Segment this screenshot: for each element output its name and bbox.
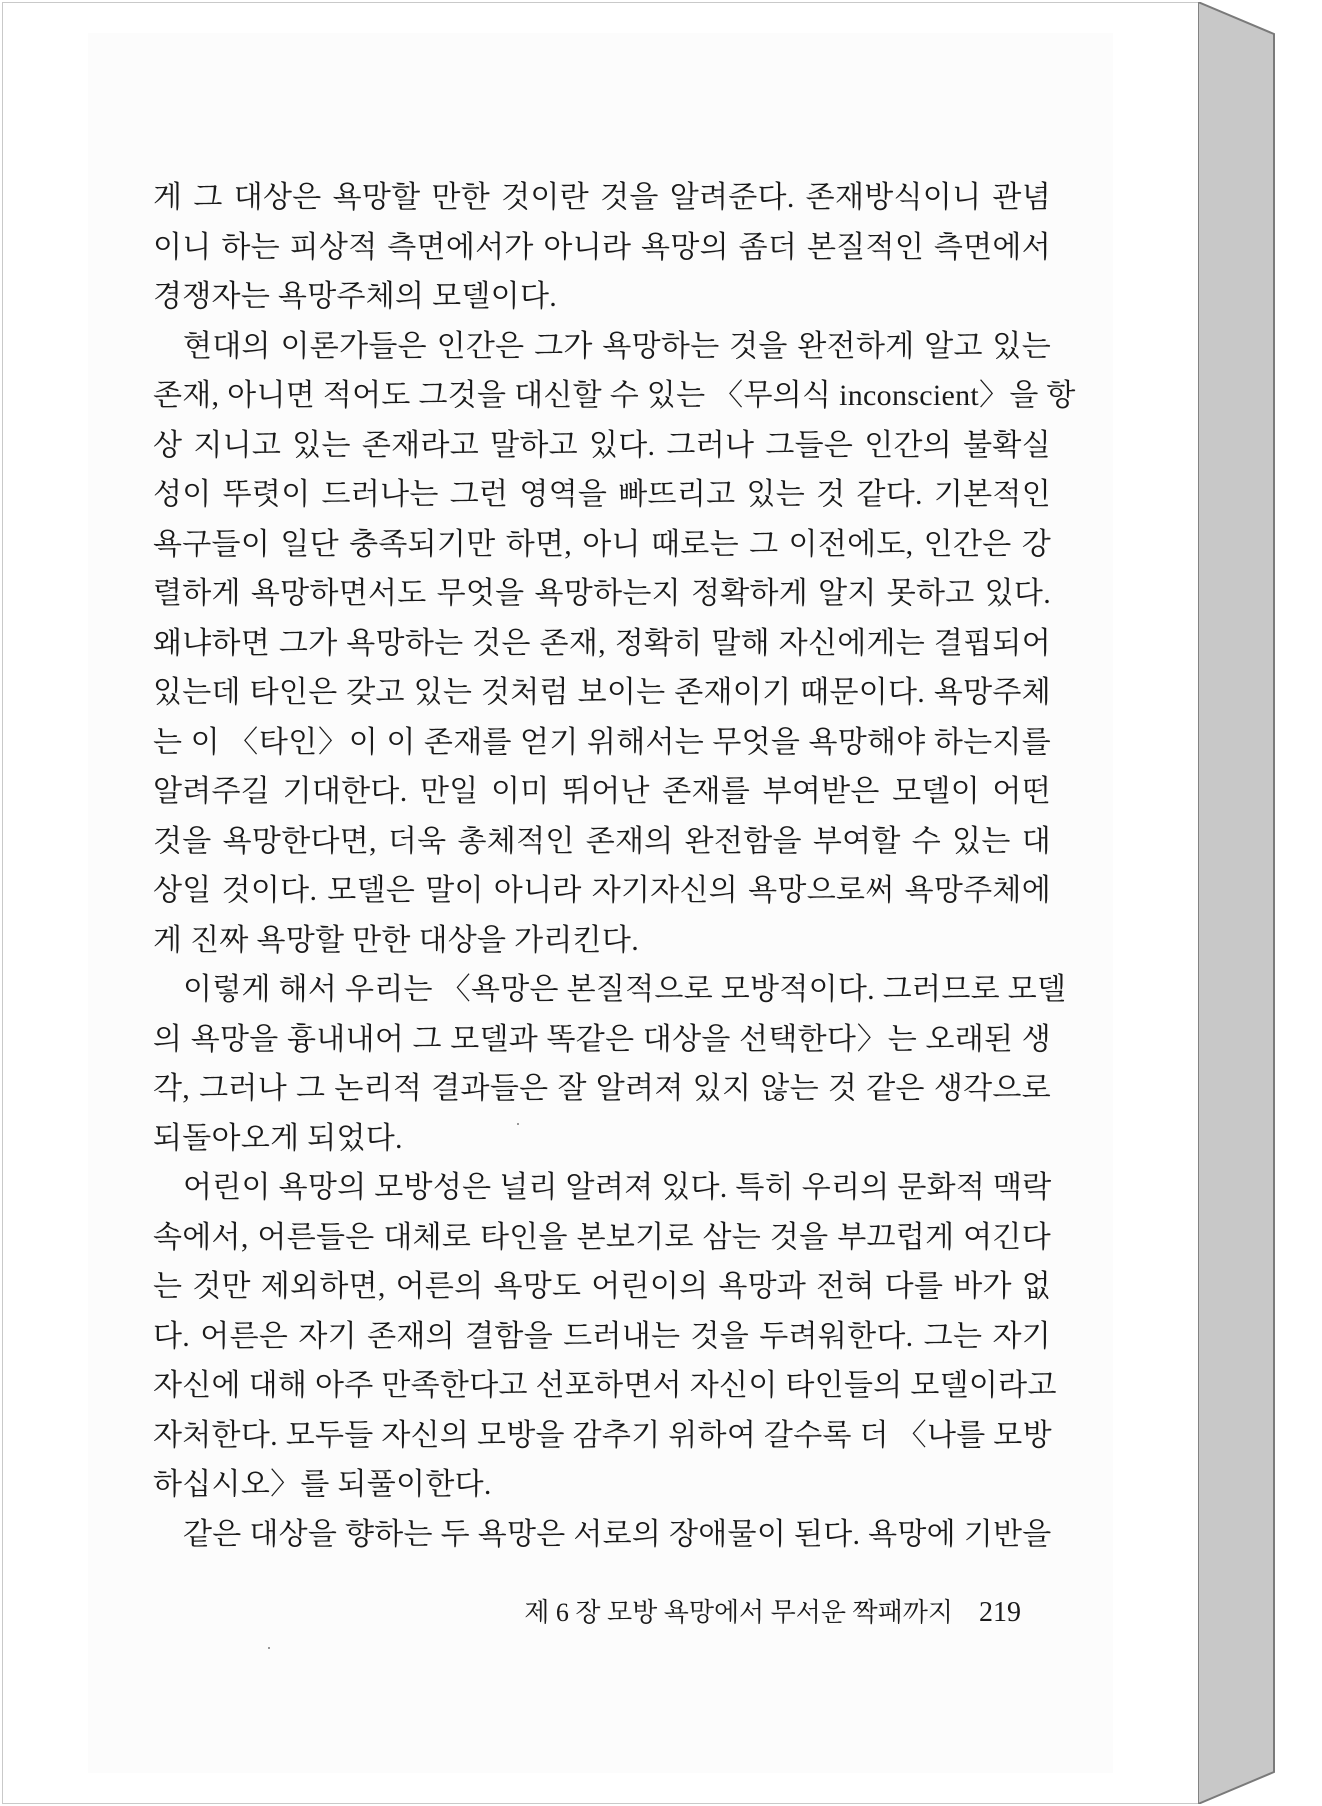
text-line: 어린이 욕망의 모방성은 널리 알려져 있다. 특히 우리의 문화적 맥락 <box>183 1171 1052 1204</box>
text-line: 하십시오〉를 되풀이한다. <box>153 1468 492 1501</box>
page-footer <box>153 1592 1021 1629</box>
text-line: 는 이 〈타인〉이 이 존재를 얻기 위해서는 무엇을 욕망해야 하는지를 <box>153 725 1051 759</box>
text-line: 는 것만 제외하면, 어른의 욕망도 어린이의 욕망과 전혀 다를 바가 없 <box>153 1270 1051 1303</box>
scan-speck <box>268 1647 270 1649</box>
text-line: 게 진짜 욕망할 만한 대상을 가리킨다. <box>153 923 639 957</box>
paragraph <box>153 173 1051 322</box>
page-body-text <box>153 173 1076 1559</box>
text-line: 상일 것이다. 모델은 말이 아니라 자기자신의 욕망으로써 욕망주체에 <box>153 874 1051 907</box>
text-line: 속에서, 어른들은 대체로 타인을 본보기로 삼는 것을 부끄럽게 여긴다 <box>153 1220 1051 1254</box>
text-line: 자신에 대해 아주 만족한다고 선포하면서 자신이 타인들의 모델이라고 <box>153 1369 1057 1402</box>
text-line: 현대의 이론가들은 인간은 그가 욕망하는 것을 완전하게 알고 있는 <box>183 329 1051 363</box>
text-line: 상 지니고 있는 존재라고 말하고 있다. 그러나 그들은 인간의 불확실 <box>153 428 1051 462</box>
paragraph <box>153 965 1067 1163</box>
text-line: 다. 어른은 자기 존재의 결함을 드러내는 것을 두려워한다. 그는 자기 <box>153 1319 1051 1353</box>
text-line: 이렇게 해서 우리는 〈욕망은 본질적으로 모방적이다. 그러므로 모델 <box>183 973 1067 1006</box>
text-line: 의 욕망을 흉내내어 그 모델과 똑같은 대상을 선택한다〉는 오래된 생 <box>153 1022 1051 1056</box>
text-line: 각, 그러나 그 논리적 결과들은 잘 알려져 있지 않는 것 같은 생각으로 <box>153 1072 1051 1105</box>
text-line: 같은 대상을 향하는 두 욕망은 서로의 장애물이 된다. 욕망에 기반을 <box>183 1517 1052 1551</box>
text-line: 게 그 대상은 욕망할 만한 것이란 것을 알려준다. 존재방식이니 관념 <box>153 181 1051 214</box>
book-page-block <box>2 2 1322 1804</box>
paragraph <box>153 1510 1051 1560</box>
text-line: 있는데 타인은 갖고 있는 것처럼 보이는 존재이기 때문이다. 욕망주체 <box>153 676 1051 709</box>
text-line: 성이 뚜렷이 드러나는 그런 영역을 빠뜨리고 있는 것 같다. 기본적인 <box>153 478 1051 511</box>
text-line: 것을 욕망한다면, 더욱 총체적인 존재의 완전함을 부여할 수 있는 대 <box>153 824 1051 858</box>
text-line: 욕구들이 일단 충족되기만 하면, 아니 때로는 그 이전에도, 인간은 강 <box>153 527 1051 561</box>
text-line: 왜냐하면 그가 욕망하는 것은 존재, 정확히 말해 자신에게는 결핍되어 <box>153 626 1051 660</box>
text-line: 이니 하는 피상적 측면에서가 아니라 욕망의 좀더 본질적인 측면에서 <box>153 230 1051 264</box>
paragraph <box>153 322 1076 966</box>
book-page <box>2 2 1198 1804</box>
text-line: 존재, 아니면 적어도 그것을 대신할 수 있는 〈무의식 inconscient〉을 항 <box>153 379 1076 412</box>
text-line: 되돌아오게 되었다. <box>153 1121 403 1155</box>
page-number: 219 <box>979 1597 1021 1628</box>
paragraph <box>153 1163 1057 1510</box>
text-line: 경쟁자는 욕망주체의 모델이다. <box>153 280 558 313</box>
text-line: 렬하게 욕망하면서도 무엇을 욕망하는지 정확하게 알지 못하고 있다. <box>153 577 1051 610</box>
scan-speck <box>517 1123 519 1125</box>
text-line: 알려주길 기대한다. 만일 이미 뛰어난 존재를 부여받은 모델이 어떤 <box>153 775 1051 808</box>
text-line: 자처한다. 모두들 자신의 모방을 감추기 위하여 갈수록 더 〈나를 모방 <box>153 1418 1052 1452</box>
running-head: 제 6 장 모방 욕망에서 무서운 짝패까지 <box>524 1598 953 1627</box>
